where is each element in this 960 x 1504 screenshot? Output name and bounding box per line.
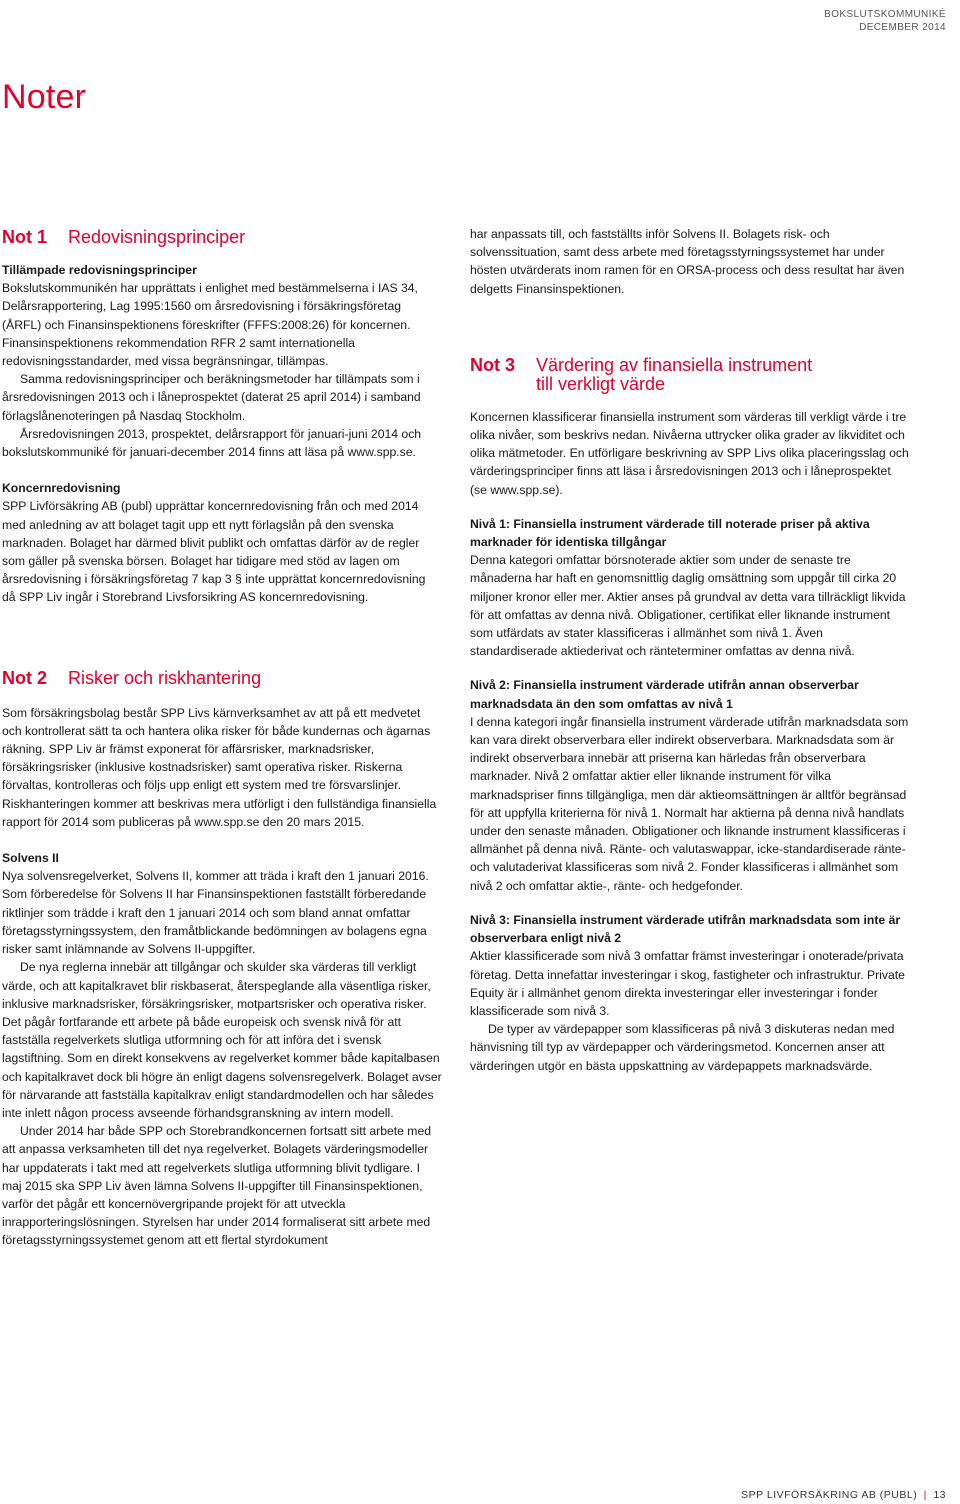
note-3-level-3-heading: Nivå 3: Finansiella instrument värderade utifrån marknadsdata som inte är observerbara enligt nivå 2 (470, 912, 901, 946)
note-3-number: Not 3 (470, 354, 515, 375)
note-2-paragraph-5: har anpassats till, och fastställts inför Solvens II. Bolagets risk- och solvenssituation, samt dess arbete med företagsstyrningssystemet har under hösten utvärderats inom ramen för en ORSA-process och dess resultat har även delgetts Finansinspektionen. (470, 227, 905, 296)
page-title: Noter (2, 78, 87, 116)
note-1-paragraph-2: Samma redovisningsprinciper och beräkningsmetoder har tillämpats som i årsredovisningen 2013 och i låneprospektet (daterat 25 april 2014) i samband förlagslånenoteringen på Nasdaq Stockholm. (2, 372, 421, 423)
page-footer (741, 1489, 946, 1501)
page-header (824, 8, 946, 34)
note-2-paragraph-1: Som försäkringsbolag består SPP Livs kärnverksamhet av att på ett medvetet och kontrollerat sätt ta och hantera olika risker för både kundernas och ägarnas räkning. SPP Liv är främst exponerat för affärsrisker, marknadsrisker, försäkringsrisker (inklusive kostnadsrisker) samt operativa risker. Riskerna förvaltas, kontrolleras och följs upp enligt ett system med tre försvarslinjer. Riskhanteringen kommer att beskrivas mera utförligt i den fullständiga finansiella rapport för 2014 som publiceras på www.spp.se den 20 mars 2015. (2, 705, 437, 829)
note-1-subheading-principles: Tillämpade redovisningsprinciper (2, 263, 197, 277)
note-2-number: Not 2 (2, 667, 47, 688)
note-3-level-1-heading: Nivå 1: Finansiella instrument värderade till noterade priser på aktiva marknader för identiska tillgångar (470, 516, 870, 550)
footer-separator: | (923, 1489, 927, 1501)
left-column (2, 228, 442, 1250)
note-2-title: Risker och riskhantering (68, 667, 262, 688)
note-2-heading (2, 669, 442, 688)
right-column (470, 225, 910, 1075)
note-2-subheading-solvency: Solvens II (2, 851, 59, 866)
note-1-paragraph-1: Bokslutskommunikén har upprättats i enlighet med bestämmelserna i IAS 34, Delårsrapportering, Lag 1995:1560 om årsredovisning i försäkringsföretag (ÅRFL) och Finansinspektionens föreskrifter (FFFS:2008:26) för koncernen. Finansinspektionens rekommendation RFR 2 samt internationella redovisningsstandarder, med vissa begränsningar, tillämpas. (2, 281, 418, 369)
note-3-heading (470, 356, 910, 394)
header-date: DECEMBER 2014 (859, 22, 946, 33)
note-3-level-3-text: Aktier klassificerade som nivå 3 omfattar främst investeringar i onoterade/privata företag. Detta innefattar investeringar i skog, fastigheter och infrastruktur. Private Equity är i allmänhet genom direkta investeringar eller investeringar i fonder klassificerade som nivå 3. (470, 949, 905, 1018)
note-1-heading (2, 228, 442, 247)
note-2-paragraph-2: Nya solvensregelverket, Solvens II, kommer att träda i kraft den 1 januari 2016. Som förberedelse för Solvens II har Finansinspektionen fastställt förberedande riktlinjer som trädde i kraft den 1 januari 2014 och som bland annat omfattar företagsstyrningssystem, den framåtblickande bedömningen av bolagens egna risker samt inlämnande av Solvens II-uppgifter. (2, 869, 429, 957)
footer-company: SPP LIVFÖRSÄKRING AB (PUBL) (741, 1489, 918, 1501)
note-3-paragraph-last: De typer av värdepapper som klassificeras på nivå 3 diskuteras nedan med hänvisning till typ av värdepapper och värderingsmetod. Koncernen anser att värderingen utgör en bästa uppskattning av värdepappets marknadsvärde. (470, 1022, 895, 1073)
footer-page-number: 13 (933, 1489, 946, 1501)
note-3-level-2-heading: Nivå 2: Finansiella instrument värderade utifrån annan observerbar marknadsdata än den som omfattas av nivå 1 (470, 678, 859, 711)
note-3-level-2-text: I denna kategori ingår finansiella instrument värderade utifrån marknadsdata som kan vara direkt observerbara eller indirekt observerbara. Marknadsdata som är indirekt observerbara innebär att priserna kan härledas från observerbara marknader. Nivå 2 omfattar aktier eller liknande instrument för vilka marknadspriser finns tillgängliga, men där aktieomsättningen är alltför begränsad för att uppfylla kriterierna för nivå 1. Normalt har aktierna på denna nivå handlats under den senaste månaden. Obligationer och liknande instrument klassificeras i allmänhet på denna nivå. Ränte- och valutaswappar, icke-standardiserade ränte- och valutaderivat klassificeras som nivå 2. Fonder klassificeras i allmänhet som nivå 2 och omfattar aktie-, ränte- och hedgefonder. (470, 714, 909, 893)
note-3-paragraph-1: Koncernen klassificerar finansiella instrument som värderas till verkligt värde i tre olika nivåer, som beskrivs nedan. Nivåerna uttrycker olika grader av likviditet och olika mätmetoder. En utförligare beskrivning av SPP Livs olika placeringsslag och värderingsprinciper finns att läsa i årsredovisningen 2013 och i låneprospektet (se www.spp.se). (470, 409, 909, 497)
note-1-paragraph-4: SPP Livförsäkring AB (publ) upprättar koncernredovisning från och med 2014 med anledning av att bolaget tagit upp ett nytt förlagslån på den svenska marknaden. Bolaget har därmed blivit publikt och omfattas därför av de regler som gäller på svenska börsen. Bolaget har tidigare med stöd av lagen om årsredovisning i försäkringsföretag 7 kap 3 § inte upprättat koncernredovisning då SPP Liv ingår i Storebrand Livsforsikring AS koncernredovisning. (2, 499, 426, 605)
note-1-title: Redovisningsprinciper (68, 227, 246, 247)
note-3-title: Värdering av finansiella instrument till verkligt värde (536, 354, 813, 394)
note-1-paragraph-3: Årsredovisningen 2013, prospektet, delårsrapport för januari-juni 2014 och bokslutskommuniké för januari-december 2014 finns att läsa på www.spp.se. (2, 426, 422, 460)
header-doc-type: BOKSLUTSKOMMUNIKÉ (824, 9, 946, 20)
note-2-paragraph-3: De nya reglerna innebär att tillgångar och skulder ska värderas till verkligt värde, och att kapitalkravet blir riskbaserat, återspeglande alla väsentliga risker, inklusive marknadsrisker, försäkringsrisker, motpartsrisker och operativa risker. Det pågår fortfarande ett arbete på både europeisk och svensk nivå för att fastställa regelverkets slutliga utformning och för att införa det i svensk lagstiftning. Som en direkt konsekvens av regelverket kommer både kapitalbasen och kapitalkravet dock bli högre än enligt dagens solvensregelverk. Bolaget avser för närvarande att fastställa kapitalkrav enligt standardmodellen och har således inte inlett någon process avseende förhandsgranskning av intern modell. (2, 960, 442, 1120)
note-2-paragraph-4: Under 2014 har både SPP och Storebrandkoncernen fortsatt sitt arbete med att anpassa verksamheten till det nya regelverket. Bolagets värderingsmodeller har uppdaterats i takt med att regelverkets slutliga utformning blivit tydligare. I maj 2015 ska SPP Liv även lämna Solvens II-uppgifter till Finansinspektionen, varför det pågår ett koncernövergripande projekt för att utveckla inrapporteringslösningen. Styrelsen har under 2014 formaliserat sitt arbete med företagsstyrningssystemet genom att ett flertal styrdokument (2, 1124, 432, 1248)
note-3-level-1-text: Denna kategori omfattar börsnoterade aktier som under de senaste tre månaderna har haft en genomsnittlig daglig omsättning som uppgår till cirka 20 miljoner kronor eller mer. Aktier anses på grundval av detta vara tillräckligt likvida för att omfattas av denna nivå. Obligationer, certifikat eller liknande instrument som utfärdats av stater klassificeras i allmänhet som nivå 1. Även standardiserade aktiederivat och ränteterminer omfattas av denna nivå. (470, 553, 906, 659)
note-1-number: Not 1 (2, 227, 47, 247)
note-1-subheading-group: Koncernredovisning (2, 481, 121, 496)
